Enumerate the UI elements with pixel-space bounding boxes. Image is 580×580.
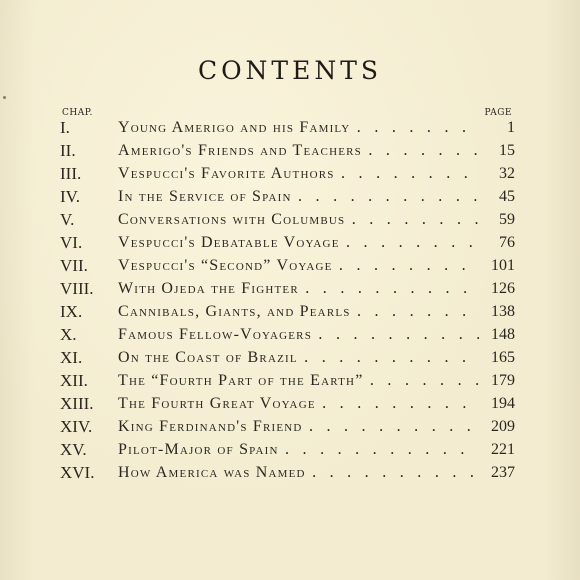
leader-dots: [370, 369, 479, 392]
chapter-title: Amerigo's Friends and Teachers: [118, 142, 362, 159]
page-number: 15: [499, 142, 515, 159]
chapter-title: Vespucci's Debatable Voyage: [118, 234, 340, 251]
chapter-title: In the Service of Spain: [118, 188, 292, 205]
chapter-number: VI.: [60, 233, 83, 252]
toc-entry: [118, 438, 515, 461]
page-number: 138: [491, 303, 515, 320]
chapter-title: On the Coast of Brazil: [118, 349, 298, 366]
page-number: 76: [499, 234, 515, 251]
toc-entry: [118, 415, 515, 438]
toc-row: [60, 346, 515, 369]
leader-dots: [368, 139, 479, 162]
toc-entry: [118, 254, 515, 277]
toc-row: [60, 438, 515, 461]
page-number: 101: [491, 257, 515, 274]
toc-row: [60, 277, 515, 300]
chapter-number: XIV.: [60, 417, 93, 436]
toc-entry: [118, 461, 515, 484]
page-number: 221: [491, 441, 515, 458]
leader-dots: [318, 323, 479, 346]
chapter-number: X.: [60, 325, 77, 344]
leader-dots: [285, 438, 479, 461]
toc-entry: [118, 162, 515, 185]
leader-dots: [351, 208, 479, 231]
leader-dots: [312, 461, 479, 484]
toc-entry: [118, 323, 515, 346]
chapter-number: VIII.: [60, 279, 94, 298]
chapter-number: XI.: [60, 348, 83, 367]
chapter-title: Vespucci's “Second” Voyage: [118, 257, 333, 274]
toc-row: [60, 392, 515, 415]
toc-entry: [118, 346, 515, 369]
toc-row: [60, 369, 515, 392]
page-number: 165: [491, 349, 515, 366]
page-column-header: PAGE: [484, 108, 512, 118]
leader-dots: [356, 116, 479, 139]
page-number: 179: [491, 372, 515, 389]
page-title: CONTENTS: [197, 56, 383, 85]
chapter-title: The “Fourth Part of the Earth”: [118, 372, 364, 389]
chapter-number: IV.: [60, 187, 80, 206]
leader-dots: [339, 254, 479, 277]
toc-entry: [118, 300, 515, 323]
chapter-title: King Ferdinand's Friend: [118, 418, 303, 435]
chapter-title: Vespucci's Favorite Authors: [118, 165, 335, 182]
chapter-title: Cannibals, Giants, and Pearls: [118, 303, 351, 320]
leader-dots: [309, 415, 479, 438]
toc-entry: [118, 139, 515, 162]
toc-entry: [118, 208, 515, 231]
leader-dots: [304, 346, 479, 369]
chapter-number: I.: [60, 118, 70, 137]
chapter-number: XVI.: [60, 463, 95, 482]
leader-dots: [357, 300, 479, 323]
page-number: 126: [491, 280, 515, 297]
chapter-title: The Fourth Great Voyage: [118, 395, 316, 412]
toc-row: [60, 208, 515, 231]
chapter-number: VII.: [60, 256, 88, 275]
toc-row: [60, 139, 515, 162]
chapter-title: Young Amerigo and his Family: [118, 119, 351, 136]
toc-row: [60, 300, 515, 323]
chapter-number: XV.: [60, 440, 87, 459]
toc-entry: [118, 392, 515, 415]
toc-row: [60, 116, 515, 139]
page-number: 1: [507, 119, 515, 136]
chapter-column-header: CHAP.: [62, 108, 93, 118]
chapter-title: Pilot-Major of Spain: [118, 441, 279, 458]
page-number: 194: [491, 395, 515, 412]
toc-row: [60, 323, 515, 346]
page-number: 209: [491, 418, 515, 435]
toc-entry: [118, 116, 515, 139]
chapter-title: With Ojeda the Fighter: [118, 280, 299, 297]
toc-entry: [118, 185, 515, 208]
chapter-number: III.: [60, 164, 82, 183]
chapter-number: II.: [60, 141, 76, 160]
page-number: 148: [491, 326, 515, 343]
page-number: 32: [499, 165, 515, 182]
chapter-number: IX.: [60, 302, 83, 321]
leader-dots: [305, 277, 479, 300]
toc-row: [60, 185, 515, 208]
chapter-number: XIII.: [60, 394, 94, 413]
toc-entry: [118, 277, 515, 300]
leader-dots: [346, 231, 479, 254]
page-number: 45: [499, 188, 515, 205]
ink-speck: [3, 96, 6, 99]
page-number: 237: [491, 464, 515, 481]
toc-row: [60, 162, 515, 185]
toc-row: [60, 461, 515, 484]
page-number: 59: [499, 211, 515, 228]
toc-entry: [118, 369, 515, 392]
table-of-contents: [60, 116, 515, 484]
chapter-title: Conversations with Columbus: [118, 211, 346, 228]
toc-entry: [118, 231, 515, 254]
chapter-number: V.: [60, 210, 75, 229]
chapter-title: How America was Named: [118, 464, 306, 481]
toc-row: [60, 231, 515, 254]
leader-dots: [322, 392, 479, 415]
toc-row: [60, 254, 515, 277]
leader-dots: [298, 185, 479, 208]
leader-dots: [341, 162, 479, 185]
chapter-number: XII.: [60, 371, 88, 390]
toc-row: [60, 415, 515, 438]
chapter-title: Famous Fellow-Voyagers: [118, 326, 313, 343]
